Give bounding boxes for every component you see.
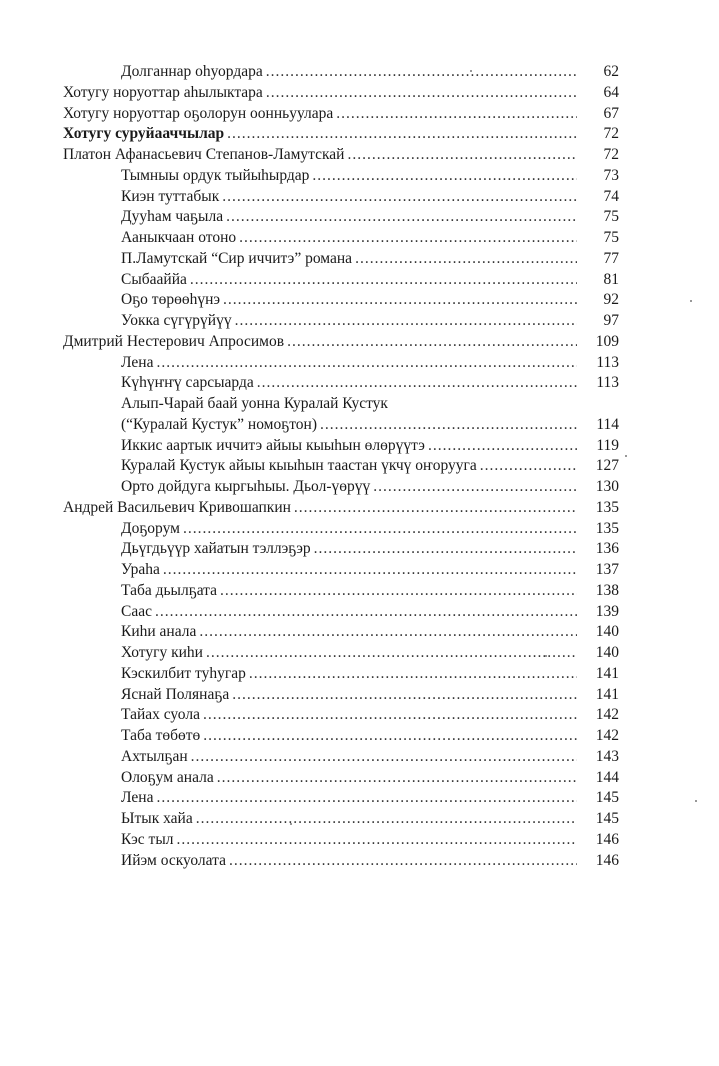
toc-entry-title: Сыбааййа	[121, 270, 187, 288]
toc-entry	[0, 664, 619, 685]
dot-leader	[347, 145, 577, 166]
toc-entry-title: П.Ламутскай “Сир иччитэ” романа	[121, 249, 353, 267]
toc-entry	[0, 602, 619, 623]
dot-leader	[226, 207, 577, 228]
toc-entry-page-number: 143	[595, 747, 619, 765]
toc-entry	[0, 539, 619, 560]
toc-entry	[0, 187, 619, 208]
toc-entry-title: Таба дьылҕата	[121, 581, 218, 599]
scan-speck	[290, 823, 292, 825]
toc-entry	[0, 456, 619, 477]
toc-entry	[0, 249, 619, 270]
toc-entry	[0, 643, 619, 664]
dot-leader	[229, 851, 577, 872]
toc-entry-title: Ааныкчаан отоно	[121, 229, 237, 246]
dot-leader	[428, 436, 577, 457]
toc-entry-page-number: 127	[595, 457, 619, 475]
scan-speck	[470, 70, 472, 72]
dot-leader	[239, 228, 577, 249]
toc-entry-page-number: 119	[596, 436, 619, 454]
dot-leader	[222, 187, 577, 208]
toc-entry-title: Олоҕум анала	[121, 768, 214, 786]
dot-leader	[206, 643, 577, 664]
toc-entry-page-number: 144	[595, 768, 619, 786]
toc-entry-title: Платон Афанасьевич Степанов-Ламутскай	[63, 146, 345, 163]
toc-entry-title: Саас	[121, 602, 152, 620]
toc-entry-page-number: 75	[603, 229, 619, 246]
toc-entry	[0, 851, 619, 872]
toc-entry-title: Уокка сүгүрүйүү	[121, 312, 232, 329]
dot-leader	[480, 456, 577, 477]
toc-entry-page-number: 137	[595, 561, 619, 578]
toc-entry-page-number: 75	[603, 208, 619, 226]
toc-entry-title: Иккис аартык иччитэ айыы кыыһын өлөрүүтэ	[121, 436, 425, 454]
toc-entry-title: Куралай Кустук айыы кыыһын таастан үкчү оҥорууга	[121, 457, 477, 475]
toc-entry	[0, 207, 619, 228]
toc-entry-title: Дмитрий Нестерович Апросимов	[63, 332, 285, 350]
scan-speck	[545, 655, 547, 657]
toc-entry	[0, 415, 619, 436]
dot-leader	[183, 519, 577, 540]
dot-leader	[314, 539, 577, 560]
dot-leader	[287, 332, 577, 353]
toc-entry-page-number: 77	[603, 249, 619, 267]
toc-entry-title: Хотугу киһи	[121, 644, 203, 661]
toc-entry-title: Кэскилбит туһугар	[121, 664, 246, 682]
toc-entry	[0, 830, 619, 851]
dot-leader	[203, 726, 577, 747]
dot-leader	[227, 124, 577, 145]
toc-entry	[0, 685, 619, 706]
toc-entry-title: Кэс тыл	[121, 830, 174, 848]
toc-entry	[0, 62, 619, 83]
toc-entry-page-number: 135	[595, 519, 619, 537]
toc-entry	[0, 705, 619, 726]
toc-entry	[0, 768, 619, 789]
dot-leader	[373, 477, 577, 498]
toc-entry	[0, 124, 619, 145]
toc-entry-page-number: 145	[595, 789, 619, 807]
toc-entry-title: Ураһа	[121, 561, 160, 578]
scan-speck	[625, 455, 627, 457]
dot-leader	[232, 685, 577, 706]
toc-entry-page-number: 113	[596, 353, 619, 371]
toc-entry-page-number: 114	[596, 415, 619, 433]
toc-entry-page-number: 146	[595, 851, 619, 869]
toc-entry-title: (“Куралай Кустук” номоҕтон)	[121, 415, 317, 433]
toc-entry-title: Оҕо төрөөһүнэ	[121, 291, 221, 309]
toc-entry-page-number: 130	[595, 478, 619, 495]
dot-leader	[355, 249, 577, 270]
toc-entry-page-number: 139	[595, 602, 619, 620]
toc-entry	[0, 145, 619, 166]
toc-entry-page-number: 141	[595, 685, 619, 703]
toc-entry-page-number: 135	[595, 498, 619, 516]
toc-entry-page-number: 92	[603, 291, 619, 309]
toc-entry-title: Ийэм оскуолата	[121, 851, 226, 869]
toc-entry	[0, 519, 619, 540]
toc-entry-title: Тайах суола	[121, 706, 200, 724]
toc-entry-title: Орто дойдуга кыргыһыы. Дьол-үөрүү	[121, 478, 371, 495]
dot-leader	[220, 581, 577, 602]
toc-entry	[0, 373, 619, 394]
toc-entry	[0, 228, 619, 249]
toc-entry-page-number: 109	[595, 332, 619, 350]
toc-entry-title: Дууһам чаҕыла	[121, 208, 224, 226]
toc-entry-page-number: 142	[595, 727, 619, 744]
toc-entry	[0, 581, 619, 602]
dot-leader	[199, 622, 577, 643]
toc-entry-title: Хотугу норуоттар оҕолорун оонньуулара	[63, 104, 334, 122]
dot-leader	[336, 104, 577, 125]
toc-entry	[0, 788, 619, 809]
toc-entry-page-number: 73	[603, 166, 619, 184]
dot-leader	[217, 768, 577, 789]
toc-entry-page-number: 62	[603, 63, 619, 80]
dot-leader	[196, 809, 577, 830]
toc-entry	[0, 104, 619, 125]
toc-entry	[0, 809, 619, 830]
dot-leader	[249, 664, 577, 685]
scan-speck	[695, 800, 697, 802]
toc-entry-title: Ытык хайа	[121, 810, 193, 827]
toc-entry-page-number: 81	[603, 270, 619, 288]
dot-leader	[203, 705, 577, 726]
toc-entry	[0, 311, 619, 332]
toc-entry	[0, 498, 619, 519]
toc-entry-title: Алып-Чарай баай уонна Куралай Кустук	[121, 395, 388, 412]
toc-entry-page-number: 140	[595, 644, 619, 661]
dot-leader	[235, 311, 577, 332]
dot-leader	[156, 353, 577, 374]
toc-entry-title: Хотугу суруйааччылар	[63, 125, 225, 143]
table-of-contents	[0, 62, 719, 871]
toc-entry-title: Лена	[121, 353, 154, 371]
toc-entry	[0, 477, 619, 498]
toc-entry-title: Яснай Полянаҕа	[121, 685, 230, 703]
toc-entry-page-number: 142	[595, 706, 619, 724]
toc-entry-page-number: 136	[595, 540, 619, 558]
dot-leader	[176, 830, 577, 851]
toc-entry-title: Лена	[121, 789, 154, 807]
toc-entry	[0, 622, 619, 643]
toc-entry-page-number: 74	[603, 187, 619, 205]
dot-leader	[294, 498, 577, 519]
dot-leader	[155, 602, 577, 623]
toc-entry-title: Күһүҥҥү сарсыарда	[121, 374, 254, 392]
toc-entry	[0, 394, 619, 415]
toc-entry-page-number: 64	[603, 83, 619, 101]
toc-entry-title: Андрей Васильевич Кривошапкин	[63, 498, 291, 516]
toc-entry-page-number: 72	[603, 146, 619, 163]
toc-entry-title: Доҕорум	[121, 519, 180, 537]
toc-entry	[0, 436, 619, 457]
toc-entry-page-number: 138	[595, 581, 619, 599]
toc-entry-title: Тымныы ордук тыйыһырдар	[121, 166, 310, 184]
dot-leader	[266, 62, 577, 83]
toc-entry	[0, 560, 619, 581]
toc-entry-title: Долганнар оһуордара	[121, 63, 263, 80]
dot-leader	[190, 270, 577, 291]
toc-entry	[0, 270, 619, 291]
toc-entry	[0, 83, 619, 104]
dot-leader	[257, 373, 577, 394]
toc-entry-title: Киһи анала	[121, 623, 197, 641]
dot-leader	[320, 415, 577, 436]
dot-leader	[163, 560, 577, 581]
toc-entry	[0, 332, 619, 353]
toc-entry-page-number: 140	[595, 623, 619, 641]
toc-entry-title: Дьүгдьүүр хайатын тэллэҕэр	[121, 540, 311, 558]
toc-entry	[0, 726, 619, 747]
dot-leader	[312, 166, 577, 187]
toc-entry-title: Киэн туттабык	[121, 187, 220, 205]
toc-entry-page-number: 72	[603, 125, 619, 143]
toc-entry-page-number: 67	[603, 104, 619, 122]
toc-entry-page-number: 97	[603, 312, 619, 329]
toc-entry-title: Таба төбөтө	[121, 727, 201, 744]
dot-leader	[266, 83, 577, 104]
toc-entry-page-number: 141	[595, 664, 619, 682]
toc-entry	[0, 353, 619, 374]
dot-leader	[156, 788, 577, 809]
toc-entry-page-number: 113	[596, 374, 619, 392]
dot-leader	[223, 290, 577, 311]
toc-entry-title: Хотугу норуоттар аһылыктара	[63, 83, 263, 101]
scan-speck	[690, 300, 692, 302]
toc-entry-title: Ахтылҕан	[121, 747, 188, 765]
toc-entry	[0, 747, 619, 768]
toc-entry	[0, 166, 619, 187]
toc-entry	[0, 290, 619, 311]
toc-entry-page-number: 145	[595, 810, 619, 827]
toc-entry-page-number: 146	[595, 830, 619, 848]
dot-leader	[191, 747, 577, 768]
